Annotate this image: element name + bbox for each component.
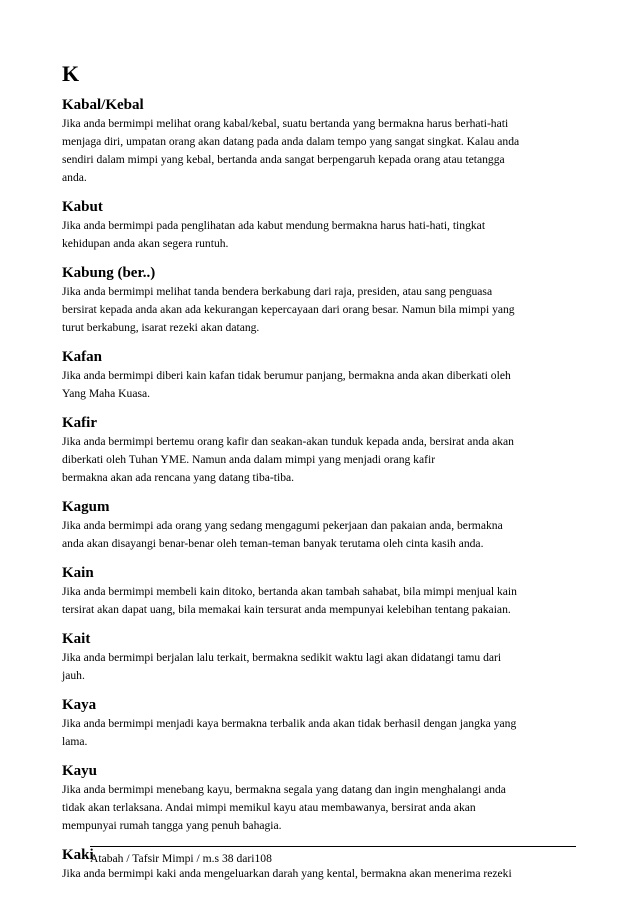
entry-body: Jika anda bermimpi menjadi kaya bermakna terbalik anda akan tidak berhasil dengan jangka yang lama. [62,717,517,748]
entry-title: Kafir [62,415,97,431]
entry-kain [62,564,582,619]
entry-body: Jika anda bermimpi diberi kain kafan tidak berumur panjang, bermakna anda akan diberkati oleh Yang Maha Kuasa. [62,369,511,400]
entry-kabut [62,198,582,253]
entry-body: Jika anda bermimpi ada orang yang sedang mengagumi pekerjaan dan pakaian anda, bermakna anda akan disayangi benar-benar oleh teman-teman banyak terutama oleh cinta kasih anda. [62,519,503,550]
document-page [62,62,582,894]
entry-body: Jika anda bermimpi berjalan lalu terkait, bermakna sedikit waktu lagi akan didatangi tamu dari jauh. [62,651,502,682]
footer-page-info: Atabah / Tafsir Mimpi / m.s 38 dari108 [90,852,272,865]
entry-body: Jika anda bermimpi menebang kayu, bermakna segala yang datang dan ingin menghalangi anda tidak akan terlaksana. Andai mimpi memikul kayu atau membawanya, bersirat anda akan mempunyai rumah tangga yang penuh bahagia. [62,783,506,832]
entry-title: Kaki [62,847,94,863]
entry-kabung [62,264,582,337]
entry-body: Jika anda bermimpi pada penglihatan ada kabut mendung bermakna harus hati-hati, tingkat kehidupan anda akan segera runtuh. [62,219,486,250]
footer-divider [90,846,576,847]
entry-kafir [62,414,582,487]
entry-title: Kain [62,565,94,581]
entry-title: Kagum [62,499,110,515]
entry-title: Kafan [62,349,103,365]
section-letter-heading: K [62,61,80,86]
entry-kaya [62,696,582,751]
entry-kabal [62,96,582,187]
entry-kafan [62,348,582,403]
entry-body: Jika anda bermimpi bertemu orang kafir dan seakan-akan tunduk kepada anda, bersirat anda akan diberkati oleh Tuhan YME. Namun anda dalam mimpi yang menjadi orang kafir bermakna akan ada rencana yang datang tiba-tiba. [62,435,514,484]
entry-body: Jika anda bermimpi melihat orang kabal/kebal, suatu bertanda yang bermakna harus berhati-hati menjaga diri, umpatan orang akan datang pada anda dalam tempo yang sangat singkat. Kalau anda sendiri dalam mimpi yang kebal, bertanda anda sangat berpengaruh kepada orang atau tetangga anda. [62,117,520,184]
page-footer [90,846,578,867]
entry-kayu [62,762,582,835]
entry-title: Kayu [62,763,98,779]
entry-kagum [62,498,582,553]
entry-body: Jika anda bermimpi kaki anda mengeluarkan darah yang kental, bermakna akan menerima rezeki [62,867,512,880]
entry-title: Kabut [62,199,103,215]
entry-body: Jika anda bermimpi melihat tanda bendera berkabung dari raja, presiden, atau sang penguasa bersirat kepada anda akan ada kekurangan kepercayaan dari orang besar. Namun bila mimpi yang turut berkabung, isarat rezeki akan datang. [62,285,515,334]
entry-kait [62,630,582,685]
entry-title: Kait [62,631,91,647]
entry-title: Kabal/Kebal [62,97,144,113]
entry-body: Jika anda bermimpi membeli kain ditoko, bertanda akan tambah sahabat, bila mimpi menjual kain tersirat akan dapat uang, bila memakai kain tersurat anda mempunyai kelebihan tentang pakaian. [62,585,517,616]
entry-title: Kabung (ber..) [62,265,156,281]
entry-title: Kaya [62,697,97,713]
